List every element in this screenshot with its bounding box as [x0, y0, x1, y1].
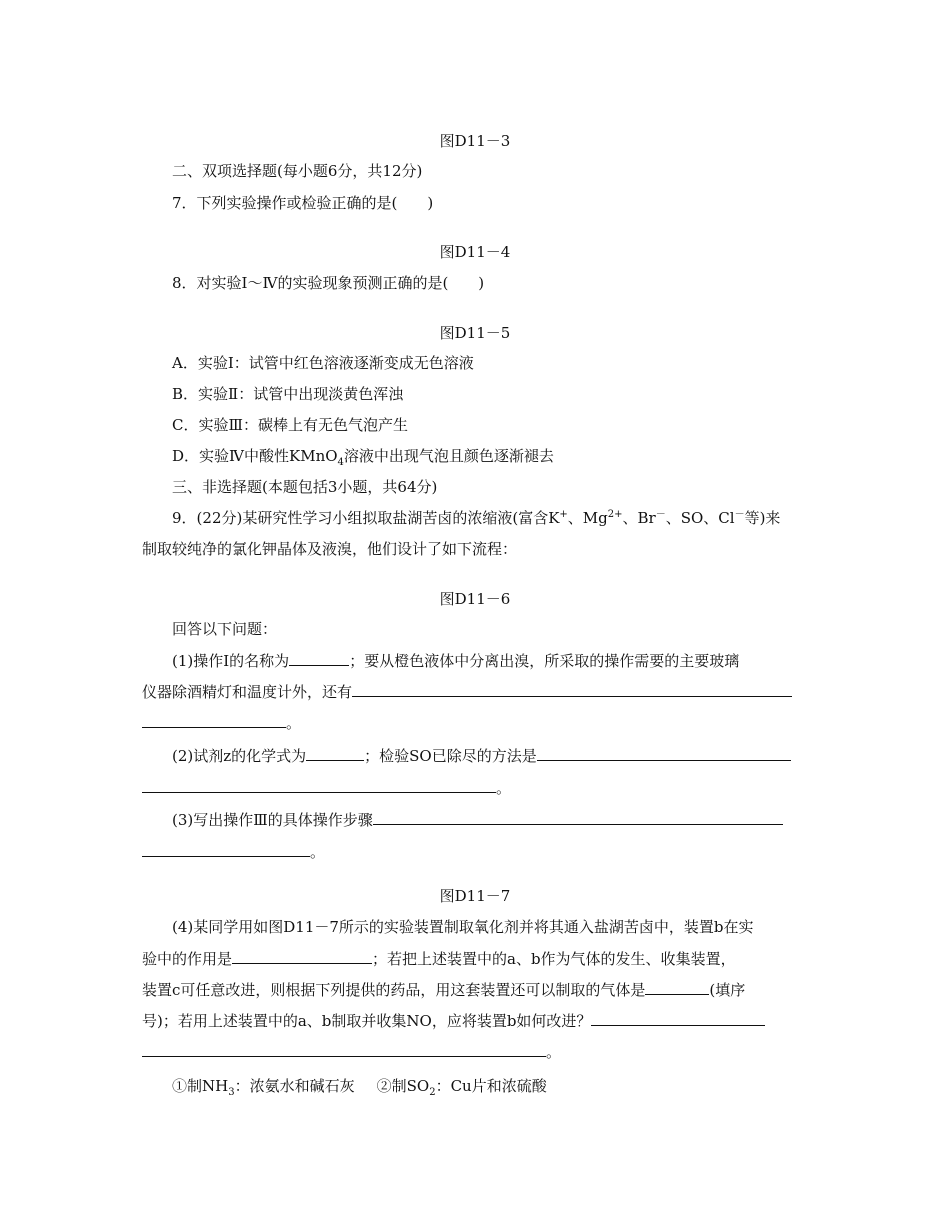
option-c: C．实验Ⅲ：碳棒上有无色气泡产生 — [172, 416, 408, 434]
blank-device-b-change[interactable] — [591, 1009, 765, 1026]
blank-operation-3-cont[interactable] — [142, 840, 310, 857]
blank-device-b-role[interactable] — [232, 947, 372, 964]
figure-caption-d11-7: 图D11－7 — [439, 887, 511, 905]
option-b: B．实验Ⅱ：试管中出现淡黄色浑浊 — [172, 385, 404, 403]
figure-caption-d11-5: 图D11－5 — [439, 324, 511, 342]
question-9-line-1: 9．(22分)某研究性学习小组拟取盐湖苦卤的浓缩液(富含K+、$Mg^{2+}$、Br－、SO、Cl－等)来 — [172, 509, 781, 527]
blank-so-test-cont[interactable] — [142, 776, 496, 793]
blank-gas-number[interactable] — [645, 978, 709, 995]
part-1-line-2: 仪器除酒精灯和温度计外，还有 — [142, 680, 792, 703]
answer-prompt: 回答以下问题： — [172, 620, 278, 638]
part-4-line-1: (4)某同学用如图D11－7所示的实验装置制取氧化剂并将其通入盐湖苦卤中，装置b在实 — [172, 918, 754, 936]
question-8: 8．对实验Ⅰ～Ⅳ的实验现象预测正确的是( ) — [172, 274, 485, 292]
question-9-line-2: 制取较纯净的氯化钾晶体及液溴，他们设计了如下流程： — [142, 540, 518, 558]
part-3-line-2: 。 — [142, 840, 325, 863]
figure-caption-d11-4: 图D11－4 — [439, 243, 511, 261]
option-a: A．实验Ⅰ：试管中红色溶液逐渐变成无色溶液 — [172, 354, 474, 372]
part-3-line-1: (3)写出操作Ⅲ的具体操作步骤 — [172, 808, 783, 831]
blank-so-test[interactable] — [537, 744, 791, 761]
section-heading-non-choice: 三、非选择题(本题包括3小题，共64分) — [172, 478, 438, 496]
blank-reagent-z[interactable] — [306, 744, 364, 761]
part-4-line-3: 装置c可任意改进，则根据下列提供的药品，用这套装置还可以制取的气体是 (填序 — [142, 978, 745, 1001]
blank-glassware-cont[interactable] — [142, 711, 286, 728]
choice-1: ①制$NH_3$：浓氨水和碱石灰 — [172, 1077, 355, 1098]
question-7: 7．下列实验操作或检验正确的是( ) — [172, 194, 434, 212]
part-2-line-2: 。 — [142, 776, 511, 799]
reagent-choices — [172, 1075, 547, 1097]
part-4-line-4: 号)；若用上述装置中的a、b制取并收集NO，应将装置b如何改进？ — [142, 1009, 765, 1032]
figure-caption-d11-6: 图D11－6 — [439, 590, 511, 608]
blank-glassware[interactable] — [352, 680, 792, 697]
blank-device-b-change-cont[interactable] — [142, 1040, 546, 1057]
part-2-line-1: (2)试剂z的化学式为 ；检验SO已除尽的方法是 — [172, 744, 791, 767]
figure-caption-d11-3: 图D11－3 — [439, 132, 511, 150]
choice-2: ②制$SO_2$：Cu片和浓硫酸 — [376, 1077, 547, 1098]
part-1-line-1: (1)操作Ⅰ的名称为 ；要从橙色液体中分离出溴，所采取的操作需要的主要玻璃 — [172, 649, 739, 672]
part-1-line-3: 。 — [142, 711, 301, 734]
option-d: D．实验Ⅳ中酸性KMnO$_4$溶液中出现气泡且颜色逐渐褪去 — [172, 447, 554, 468]
blank-operation-3-steps[interactable] — [373, 808, 783, 825]
section-heading-double-choice: 二、双项选择题(每小题6分，共12分) — [172, 162, 423, 180]
blank-operation-1-name[interactable] — [289, 649, 349, 666]
part-4-line-2: 验中的作用是 ；若把上述装置中的a、b作为气体的发生、收集装置， — [142, 947, 736, 970]
part-4-line-5: 。 — [142, 1040, 561, 1063]
